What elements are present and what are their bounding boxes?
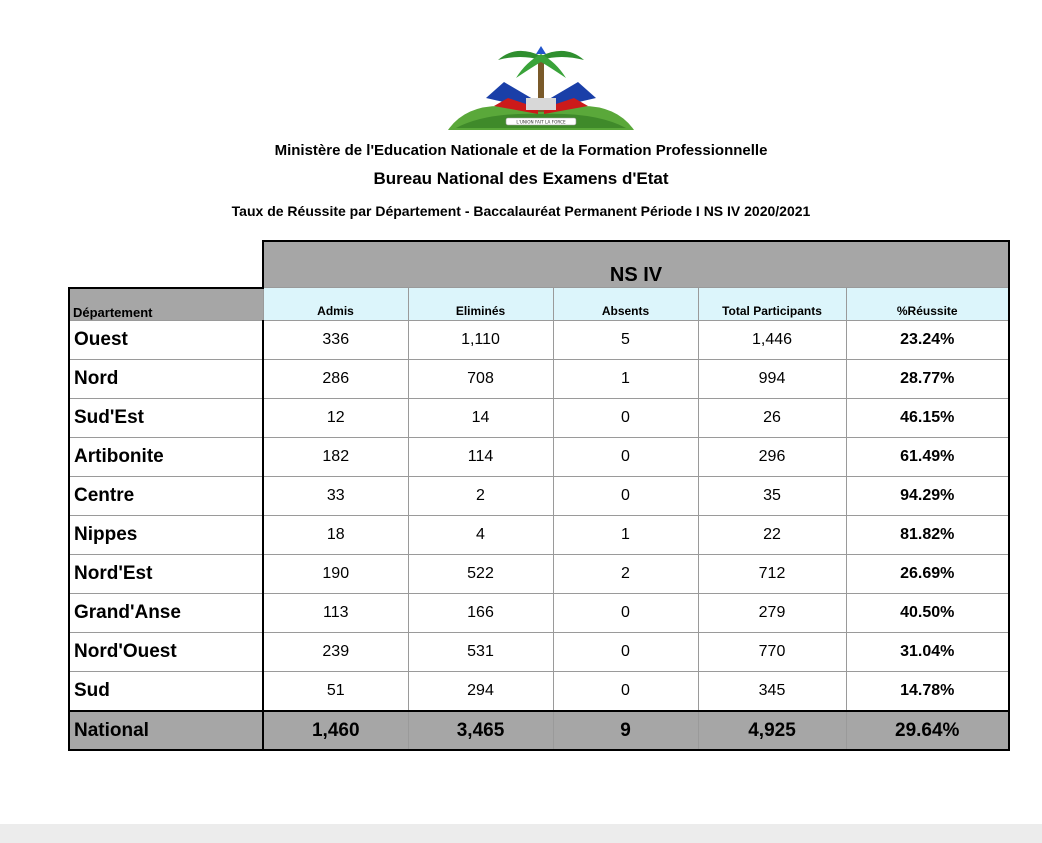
total-cell: 279 xyxy=(698,594,846,633)
department-name: Nord xyxy=(69,360,263,399)
department-name: Sud xyxy=(69,672,263,712)
total-cell: 770 xyxy=(698,633,846,672)
admis-cell: 286 xyxy=(263,360,408,399)
total-participants-header: Total Participants xyxy=(698,288,846,321)
department-name: Ouest xyxy=(69,321,263,360)
admis-cell: 113 xyxy=(263,594,408,633)
ministry-title: Ministère de l'Education Nationale et de la Formation Professionnelle xyxy=(274,142,768,159)
absents-cell: 2 xyxy=(553,555,698,594)
elimines-cell: 1,110 xyxy=(408,321,553,360)
national-admis: 1,460 xyxy=(263,711,408,750)
absents-cell: 1 xyxy=(553,360,698,399)
department-name: Nord'Est xyxy=(69,555,263,594)
table-row xyxy=(69,360,1009,399)
elimines-cell: 708 xyxy=(408,360,553,399)
column-header-row xyxy=(69,288,1009,321)
national-label: National xyxy=(69,711,263,750)
total-cell: 994 xyxy=(698,360,846,399)
total-cell: 26 xyxy=(698,399,846,438)
absents-cell: 5 xyxy=(553,321,698,360)
pct-cell: 14.78% xyxy=(846,672,1009,712)
table-row xyxy=(69,633,1009,672)
pct-cell: 94.29% xyxy=(846,477,1009,516)
elimines-cell: 14 xyxy=(408,399,553,438)
admis-cell: 33 xyxy=(263,477,408,516)
department-name: Nippes xyxy=(69,516,263,555)
national-total-row xyxy=(69,711,1009,750)
admis-cell: 12 xyxy=(263,399,408,438)
elimines-cell: 531 xyxy=(408,633,553,672)
empty-corner xyxy=(69,241,263,288)
department-name: Centre xyxy=(69,477,263,516)
national-pct: 29.64% xyxy=(846,711,1009,750)
admis-cell: 18 xyxy=(263,516,408,555)
table-row xyxy=(69,438,1009,477)
pct-cell: 26.69% xyxy=(846,555,1009,594)
department-name: Nord'Ouest xyxy=(69,633,263,672)
total-cell: 22 xyxy=(698,516,846,555)
absents-cell: 0 xyxy=(553,477,698,516)
elimines-header: Eliminés xyxy=(408,288,553,321)
svg-text:L'UNION FAIT LA FORCE: L'UNION FAIT LA FORCE xyxy=(516,119,566,125)
pct-cell: 81.82% xyxy=(846,516,1009,555)
table-row xyxy=(69,321,1009,360)
national-absents: 9 xyxy=(553,711,698,750)
results-table xyxy=(68,240,1010,751)
pct-reussite-header: %Réussite xyxy=(846,288,1009,321)
pct-cell: 31.04% xyxy=(846,633,1009,672)
report-subtitle: Taux de Réussite par Département - Baccalauréat Permanent Période I NS IV 2020/2021 xyxy=(231,203,811,219)
table-row xyxy=(69,594,1009,633)
bureau-title: Bureau National des Examens d'Etat xyxy=(373,169,669,188)
table-row xyxy=(69,516,1009,555)
absents-cell: 0 xyxy=(553,594,698,633)
department-name: Grand'Anse xyxy=(69,594,263,633)
national-elimines: 3,465 xyxy=(408,711,553,750)
elimines-cell: 2 xyxy=(408,477,553,516)
absents-cell: 0 xyxy=(553,399,698,438)
pct-cell: 28.77% xyxy=(846,360,1009,399)
table-row xyxy=(69,399,1009,438)
pct-cell: 40.50% xyxy=(846,594,1009,633)
pct-cell: 46.15% xyxy=(846,399,1009,438)
absents-cell: 1 xyxy=(553,516,698,555)
absents-cell: 0 xyxy=(553,633,698,672)
bottom-gray-bar xyxy=(0,824,1042,843)
elimines-cell: 4 xyxy=(408,516,553,555)
group-header-row xyxy=(69,241,1009,288)
admis-cell: 51 xyxy=(263,672,408,712)
total-cell: 296 xyxy=(698,438,846,477)
table-row xyxy=(69,477,1009,516)
elimines-cell: 294 xyxy=(408,672,553,712)
department-header: Département xyxy=(69,288,263,321)
total-cell: 35 xyxy=(698,477,846,516)
department-name: Artibonite xyxy=(69,438,263,477)
department-name: Sud'Est xyxy=(69,399,263,438)
elimines-cell: 166 xyxy=(408,594,553,633)
pct-cell: 23.24% xyxy=(846,321,1009,360)
pct-cell: 61.49% xyxy=(846,438,1009,477)
total-cell: 712 xyxy=(698,555,846,594)
admis-cell: 336 xyxy=(263,321,408,360)
absents-header: Absents xyxy=(553,288,698,321)
coat-of-arms-emblem xyxy=(446,42,636,134)
total-cell: 345 xyxy=(698,672,846,712)
admis-cell: 182 xyxy=(263,438,408,477)
elimines-cell: 522 xyxy=(408,555,553,594)
absents-cell: 0 xyxy=(553,672,698,712)
table-row xyxy=(69,555,1009,594)
admis-cell: 239 xyxy=(263,633,408,672)
ns-iv-header: NS IV xyxy=(263,241,1009,288)
absents-cell: 0 xyxy=(553,438,698,477)
elimines-cell: 114 xyxy=(408,438,553,477)
table-row xyxy=(69,672,1009,712)
national-total: 4,925 xyxy=(698,711,846,750)
admis-header: Admis xyxy=(263,288,408,321)
total-cell: 1,446 xyxy=(698,321,846,360)
admis-cell: 190 xyxy=(263,555,408,594)
